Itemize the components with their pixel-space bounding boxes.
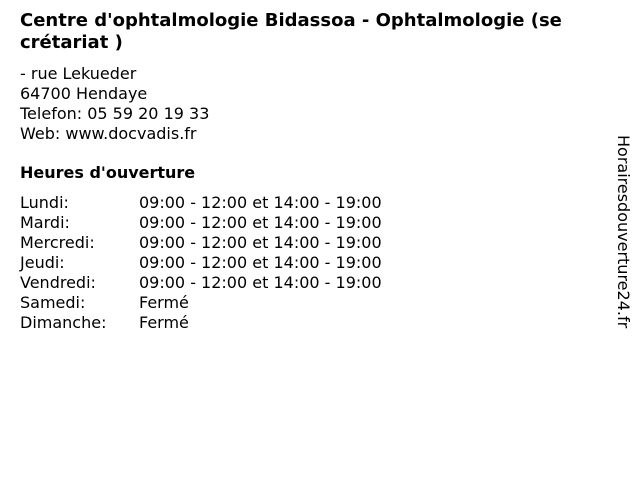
page-title-line-2: crétariat ) <box>20 32 123 53</box>
phone-number: Telefon: 05 59 20 19 33 <box>20 104 210 123</box>
day-hours: 09:00 - 12:00 et 14:00 - 19:00 <box>139 253 382 272</box>
day-label: Samedi: <box>20 293 86 312</box>
site-watermark-vertical: Horairesdouverture24.fr <box>614 135 633 329</box>
hours-row-thursday <box>20 253 382 273</box>
day-hours: 09:00 - 12:00 et 14:00 - 19:00 <box>139 193 382 212</box>
opening-hours-table <box>20 193 382 333</box>
day-label: Vendredi: <box>20 273 96 292</box>
page-title <box>20 10 620 54</box>
opening-hours-heading: Heures d'ouverture <box>20 163 196 182</box>
day-hours: 09:00 - 12:00 et 14:00 - 19:00 <box>139 273 382 292</box>
day-hours: 09:00 - 12:00 et 14:00 - 19:00 <box>139 213 382 232</box>
day-label: Lundi: <box>20 193 69 212</box>
address-block <box>20 64 209 144</box>
hours-row-monday <box>20 193 382 213</box>
address-street: - rue Lekueder <box>20 64 137 83</box>
hours-row-saturday <box>20 293 382 313</box>
hours-row-wednesday <box>20 233 382 253</box>
hours-row-sunday <box>20 313 382 333</box>
page-title-line-1: Centre d'ophtalmologie Bidassoa - Ophtalmologie (se <box>20 10 562 31</box>
day-label: Mardi: <box>20 213 70 232</box>
day-hours: Fermé <box>139 313 189 332</box>
day-label: Mercredi: <box>20 233 95 252</box>
day-hours: Fermé <box>139 293 189 312</box>
day-hours: 09:00 - 12:00 et 14:00 - 19:00 <box>139 233 382 252</box>
hours-row-friday <box>20 273 382 293</box>
hours-row-tuesday <box>20 213 382 233</box>
website: Web: www.docvadis.fr <box>20 124 197 143</box>
address-city: 64700 Hendaye <box>20 84 148 103</box>
day-label: Jeudi: <box>20 253 65 272</box>
day-label: Dimanche: <box>20 313 107 332</box>
